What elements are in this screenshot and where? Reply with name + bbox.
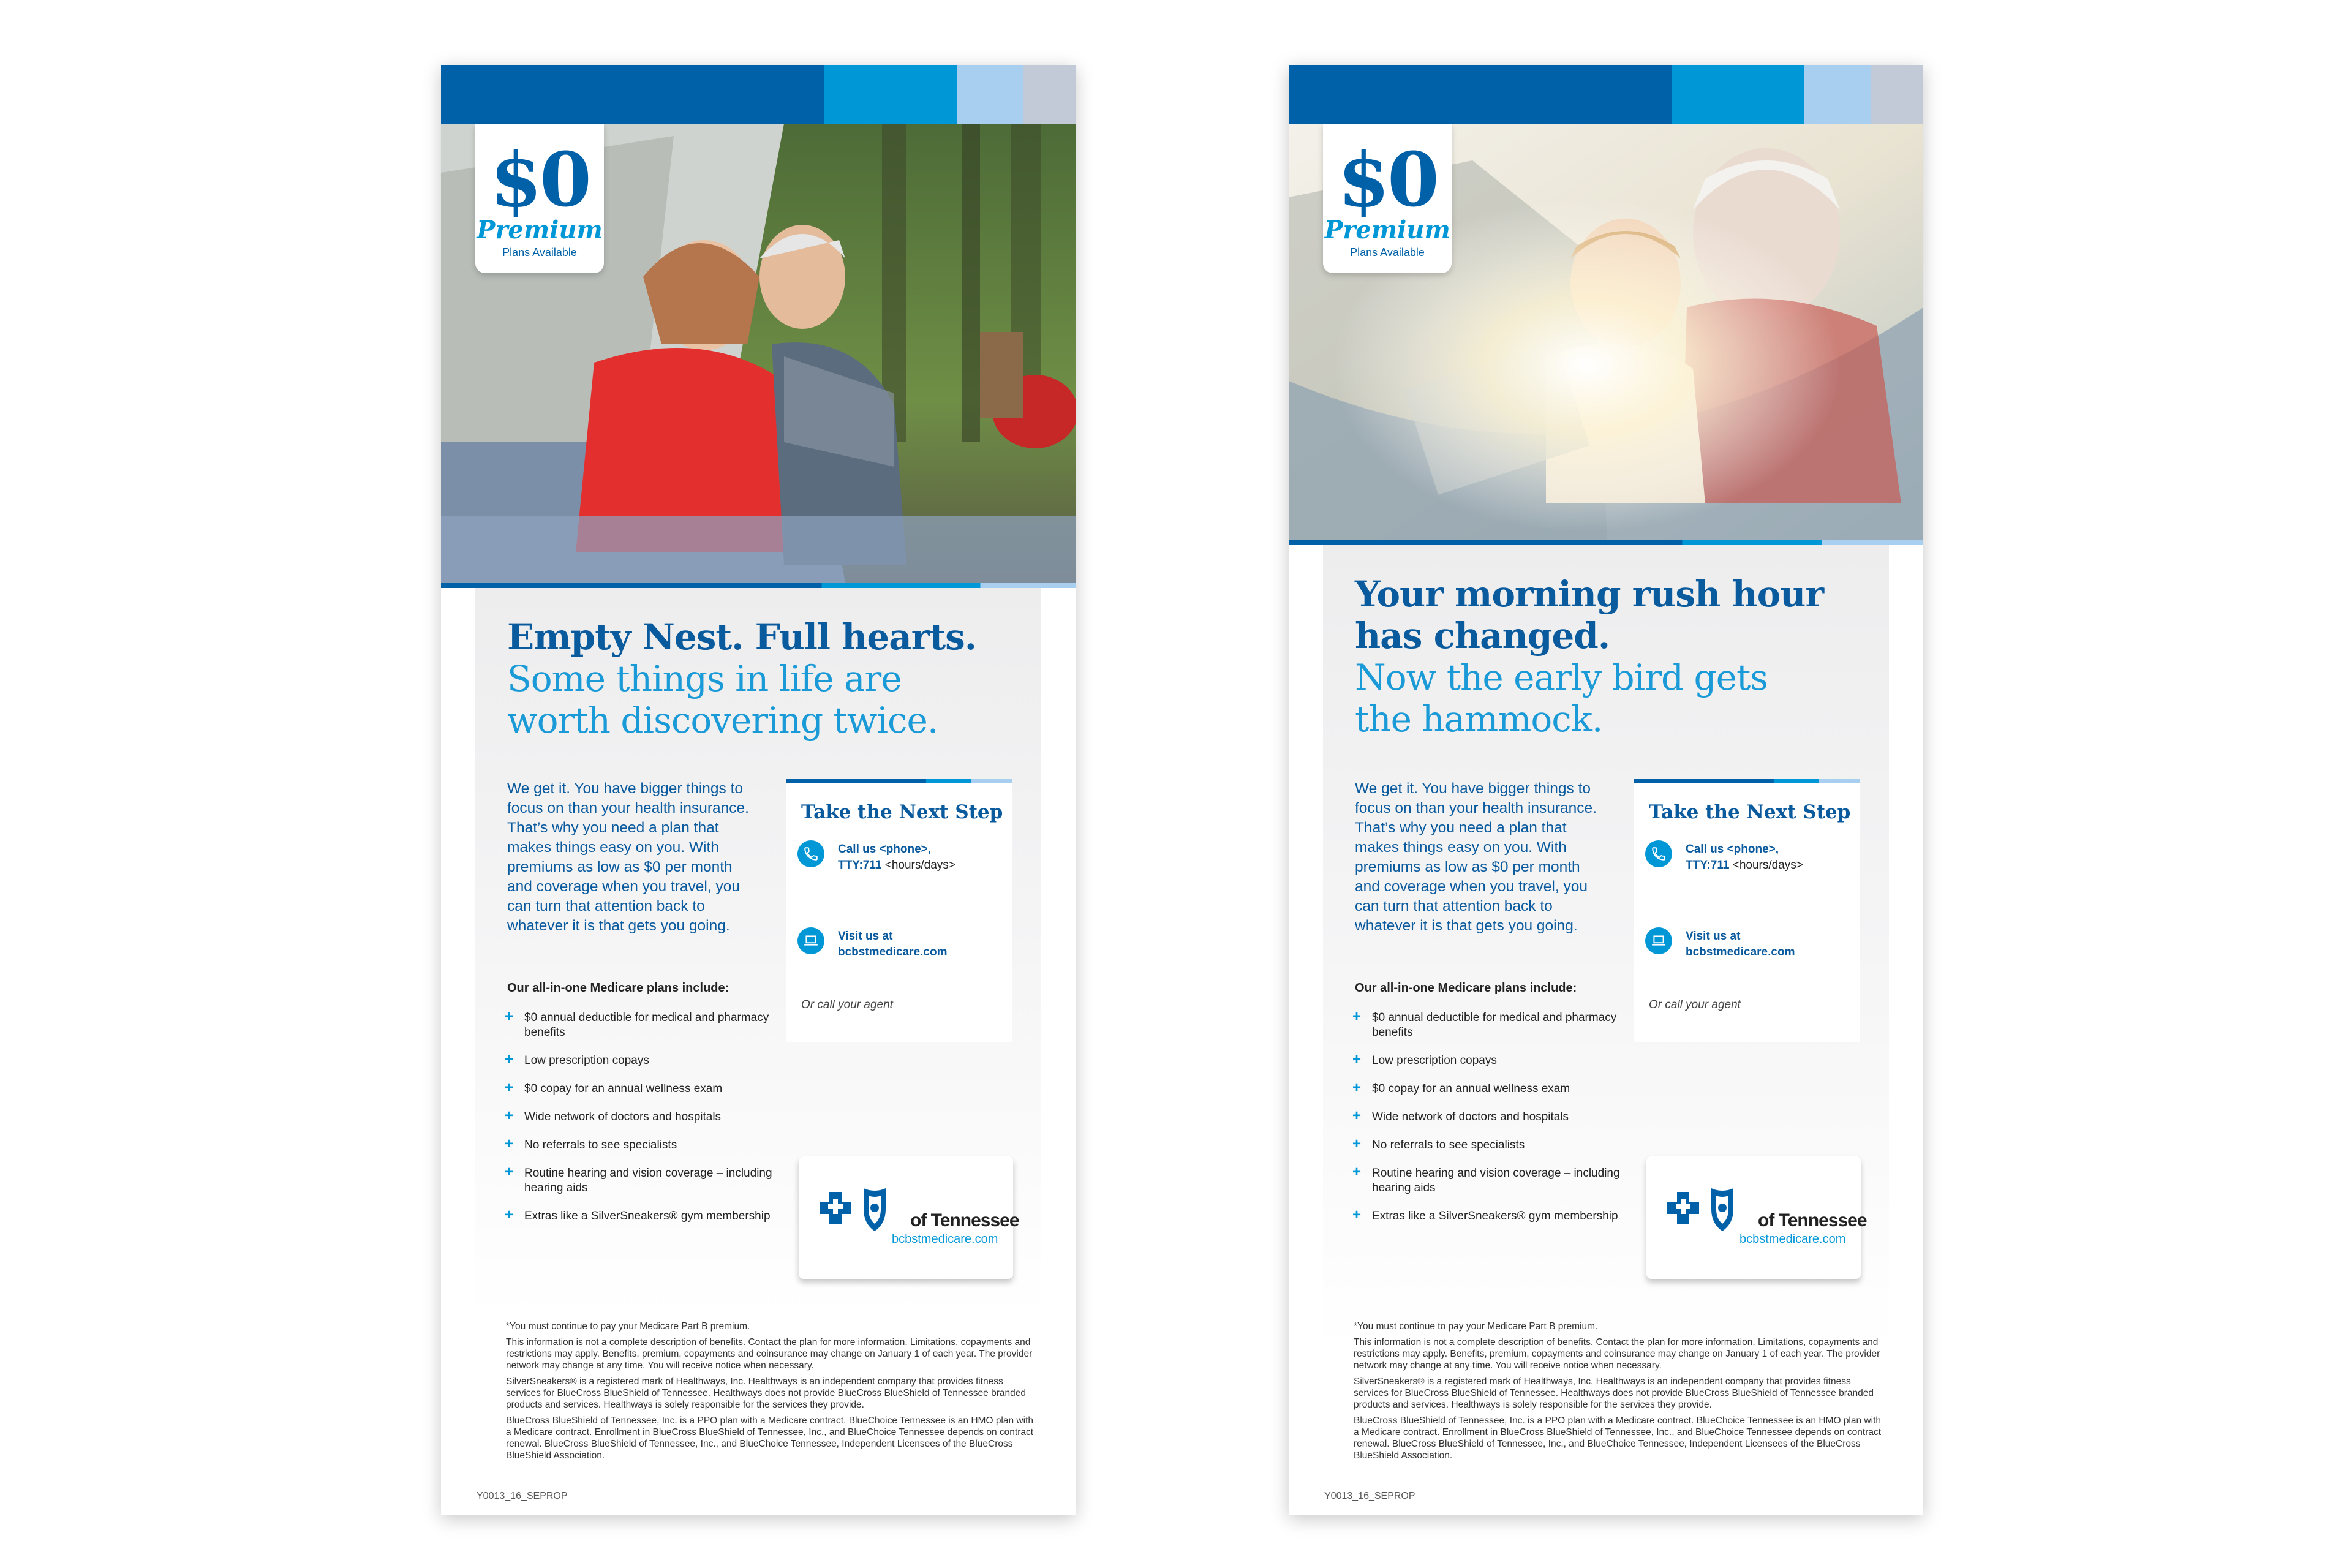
headline-sub: the hammock. — [1355, 698, 1603, 740]
plus-icon: + — [505, 1107, 514, 1124]
ad-code: Y0013_16_SEPROP — [477, 1491, 568, 1501]
logo-name: of Tennessee — [1758, 1210, 1867, 1231]
list-item: + No referrals to see specialists — [505, 1136, 677, 1152]
disclaimer-text: SilverSneakers® is a registered mark of Healthways, Inc. Healthways is an independent company that provides fitness services for BlueCross BlueShield of Tennessee. Healthways does not provide BlueCross BlueShield of Tennessee branded products and services. Healthways is solely responsible for the services they provide. — [506, 1376, 1026, 1410]
agent-note: Or call your agent — [1649, 998, 1741, 1011]
headline-sub: worth discovering twice. — [507, 699, 938, 741]
ad-code: Y0013_16_SEPROP — [1324, 1491, 1415, 1501]
list-item: + Low prescription copays — [1352, 1051, 1497, 1068]
laptop-icon — [797, 927, 824, 954]
visit-url[interactable]: bcbstmedicare.com — [838, 946, 948, 959]
list-item: + $0 annual deductible for medical and pharmacy benefits — [1352, 1008, 1617, 1039]
list-item: + Routine hearing and vision coverage – including hearing aids — [1352, 1164, 1620, 1194]
disclaimer-text: BlueCross BlueShield of Tennessee, Inc. is a PPO plan with a Medicare contract. BlueChoice Tennessee is an HMO plan with a Medicare contract. Enrollment in BlueCross BlueShield of Tennessee, Inc., and BlueChoice Tennessee depends on contract renewal. BlueCross BlueShield of Tennessee, Inc., and BlueChoice Tennessee, Independent Licensees of the BlueCross BlueShield Association. — [1354, 1415, 1882, 1461]
badge-plans: Plans Available — [1350, 246, 1425, 258]
next-step-box — [786, 779, 1012, 1042]
tty-label: TTY:711 — [838, 859, 882, 872]
list-item: + Wide network of doctors and hospitals — [1352, 1107, 1569, 1124]
photo-divider — [441, 583, 1076, 588]
next-step-bar — [786, 779, 1012, 783]
list-item: + $0 copay for an annual wellness exam — [505, 1079, 723, 1096]
zero-premium-badge — [1323, 124, 1452, 273]
hours-label: <hours/days> — [884, 859, 956, 872]
badge-premium: Premium — [477, 216, 603, 244]
list-item: + No referrals to see specialists — [1352, 1136, 1525, 1152]
photo-divider — [1289, 540, 1923, 545]
intro-paragraph: We get it. You have bigger things to focus on than your health insurance. That’s why you need a plan that makes things easy on you. With premiums as low as $0 per month and coverage when you travel, you can turn that attention back to whatever it is that gets you going. — [1355, 780, 1597, 934]
call-text — [838, 842, 1009, 873]
visit-url[interactable]: bcbstmedicare.com — [1686, 946, 1795, 959]
list-item: + Wide network of doctors and hospitals — [505, 1107, 722, 1124]
call-label: Call us <phone>, — [1686, 843, 1779, 856]
list-item: + Extras like a SilverSneakers® gym membership — [1352, 1207, 1618, 1223]
visit-text — [838, 929, 1009, 960]
logo-url: bcbstmedicare.com — [1740, 1232, 1846, 1246]
plus-icon: + — [1352, 1051, 1362, 1068]
disclaimer-text: This information is not a complete description of benefits. Contact the plan for more information. Limitations, copayments and restrictions may apply. Benefits, premium, copayments and coinsurance may change on January 1 of each year. The provider network may change at any time. You will receive notice when necessary. — [1354, 1337, 1880, 1371]
next-step-title: Take the Next Step — [801, 801, 1003, 823]
list-item: + Extras like a SilverSneakers® gym membership — [505, 1207, 771, 1223]
plus-icon: + — [505, 1079, 514, 1096]
benefits-list — [505, 1008, 793, 1237]
plus-icon: + — [1352, 1164, 1362, 1180]
next-step-title: Take the Next Step — [1649, 801, 1851, 823]
badge-premium: Premium — [1324, 216, 1450, 244]
disclaimer-text: *You must continue to pay your Medicare Part B premium. — [1354, 1321, 1598, 1332]
bcbs-logo-card — [799, 1156, 1019, 1279]
headline-sub: Now the early bird gets — [1355, 657, 1768, 698]
agent-note: Or call your agent — [801, 998, 893, 1011]
disclaimer-text: BlueCross BlueShield of Tennessee, Inc. is a PPO plan with a Medicare contract. BlueChoice Tennessee is an HMO plan with a Medicare contract. Enrollment in BlueCross BlueShield of Tennessee, Inc., and BlueChoice Tennessee depends on contract renewal. BlueCross BlueShield of Tennessee, Inc., and BlueChoice Tennessee, Independent Licensees of the BlueCross BlueShield Association. — [506, 1415, 1034, 1461]
color-bars — [1289, 65, 1923, 124]
plus-icon: + — [1352, 1107, 1362, 1124]
visit-label: Visit us at — [838, 930, 893, 943]
tty-label: TTY:711 — [1686, 859, 1730, 872]
badge-price: $0 — [490, 135, 589, 224]
bcbs-cross-shield-icon — [816, 1185, 914, 1234]
disclaimer — [506, 1321, 1034, 1466]
plans-intro: Our all-in-one Medicare plans include: — [507, 981, 729, 995]
disclaimer-text: This information is not a complete description of benefits. Contact the plan for more information. Limitations, copayments and restrictions may apply. Benefits, premium, copayments and coinsurance may change on January 1 of each year. The provider network may change at any time. You will receive notice when necessary. — [506, 1337, 1033, 1371]
ad-early-bird — [1289, 65, 1923, 1515]
headline — [1355, 573, 1882, 740]
color-bars — [441, 65, 1076, 124]
list-item: + Low prescription copays — [505, 1051, 649, 1068]
plus-icon: + — [1352, 1207, 1362, 1223]
headline-sub: Some things in life are — [507, 658, 902, 699]
plus-icon: + — [505, 1008, 514, 1025]
phone-icon — [1645, 840, 1672, 867]
headline-main: Your morning rush hour — [1355, 573, 1824, 615]
list-item: + $0 annual deductible for medical and pharmacy benefits — [505, 1008, 769, 1039]
plus-icon: + — [1352, 1008, 1362, 1025]
headline — [507, 616, 1034, 741]
headline-main: Empty Nest. Full hearts. — [507, 616, 976, 658]
visit-label: Visit us at — [1686, 930, 1741, 943]
plans-intro: Our all-in-one Medicare plans include: — [1355, 981, 1577, 995]
list-item: + $0 copay for an annual wellness exam — [1352, 1079, 1570, 1096]
hours-label: <hours/days> — [1732, 859, 1803, 872]
zero-premium-badge — [475, 124, 604, 273]
visit-text — [1686, 929, 1857, 960]
disclaimer — [1354, 1321, 1882, 1466]
laptop-icon — [1645, 927, 1672, 954]
badge-plans: Plans Available — [502, 246, 577, 258]
call-label: Call us <phone>, — [838, 843, 932, 856]
call-text — [1686, 842, 1857, 873]
bcbs-cross-shield-icon — [1664, 1185, 1762, 1234]
plus-icon: + — [505, 1136, 514, 1152]
ad-empty-nest — [441, 65, 1076, 1515]
plus-icon: + — [1352, 1136, 1362, 1152]
plus-icon: + — [505, 1164, 514, 1180]
phone-icon — [797, 840, 824, 867]
next-step-bar — [1634, 779, 1860, 783]
disclaimer-text: *You must continue to pay your Medicare Part B premium. — [506, 1321, 750, 1332]
benefits-list — [1352, 1008, 1640, 1237]
intro-paragraph: We get it. You have bigger things to focus on than your health insurance. That’s why you need a plan that makes things easy on you. With premiums as low as $0 per month and coverage when you travel, you can turn that attention back to whatever it is that gets you going. — [507, 780, 749, 934]
plus-icon: + — [505, 1051, 514, 1068]
list-item: + Routine hearing and vision coverage – including hearing aids — [505, 1164, 772, 1194]
plus-icon: + — [1352, 1079, 1362, 1096]
logo-name: of Tennessee — [910, 1210, 1019, 1231]
bcbs-logo-card — [1646, 1156, 1867, 1279]
logo-url: bcbstmedicare.com — [892, 1232, 998, 1246]
next-step-box — [1634, 779, 1860, 1042]
badge-price: $0 — [1338, 135, 1437, 224]
headline-main: has changed. — [1355, 615, 1610, 657]
plus-icon: + — [505, 1207, 514, 1223]
disclaimer-text: SilverSneakers® is a registered mark of Healthways, Inc. Healthways is an independent company that provides fitness services for BlueCross BlueShield of Tennessee. Healthways does not provide BlueCross BlueShield of Tennessee branded products and services. Healthways is solely responsible for the services they provide. — [1354, 1376, 1874, 1410]
